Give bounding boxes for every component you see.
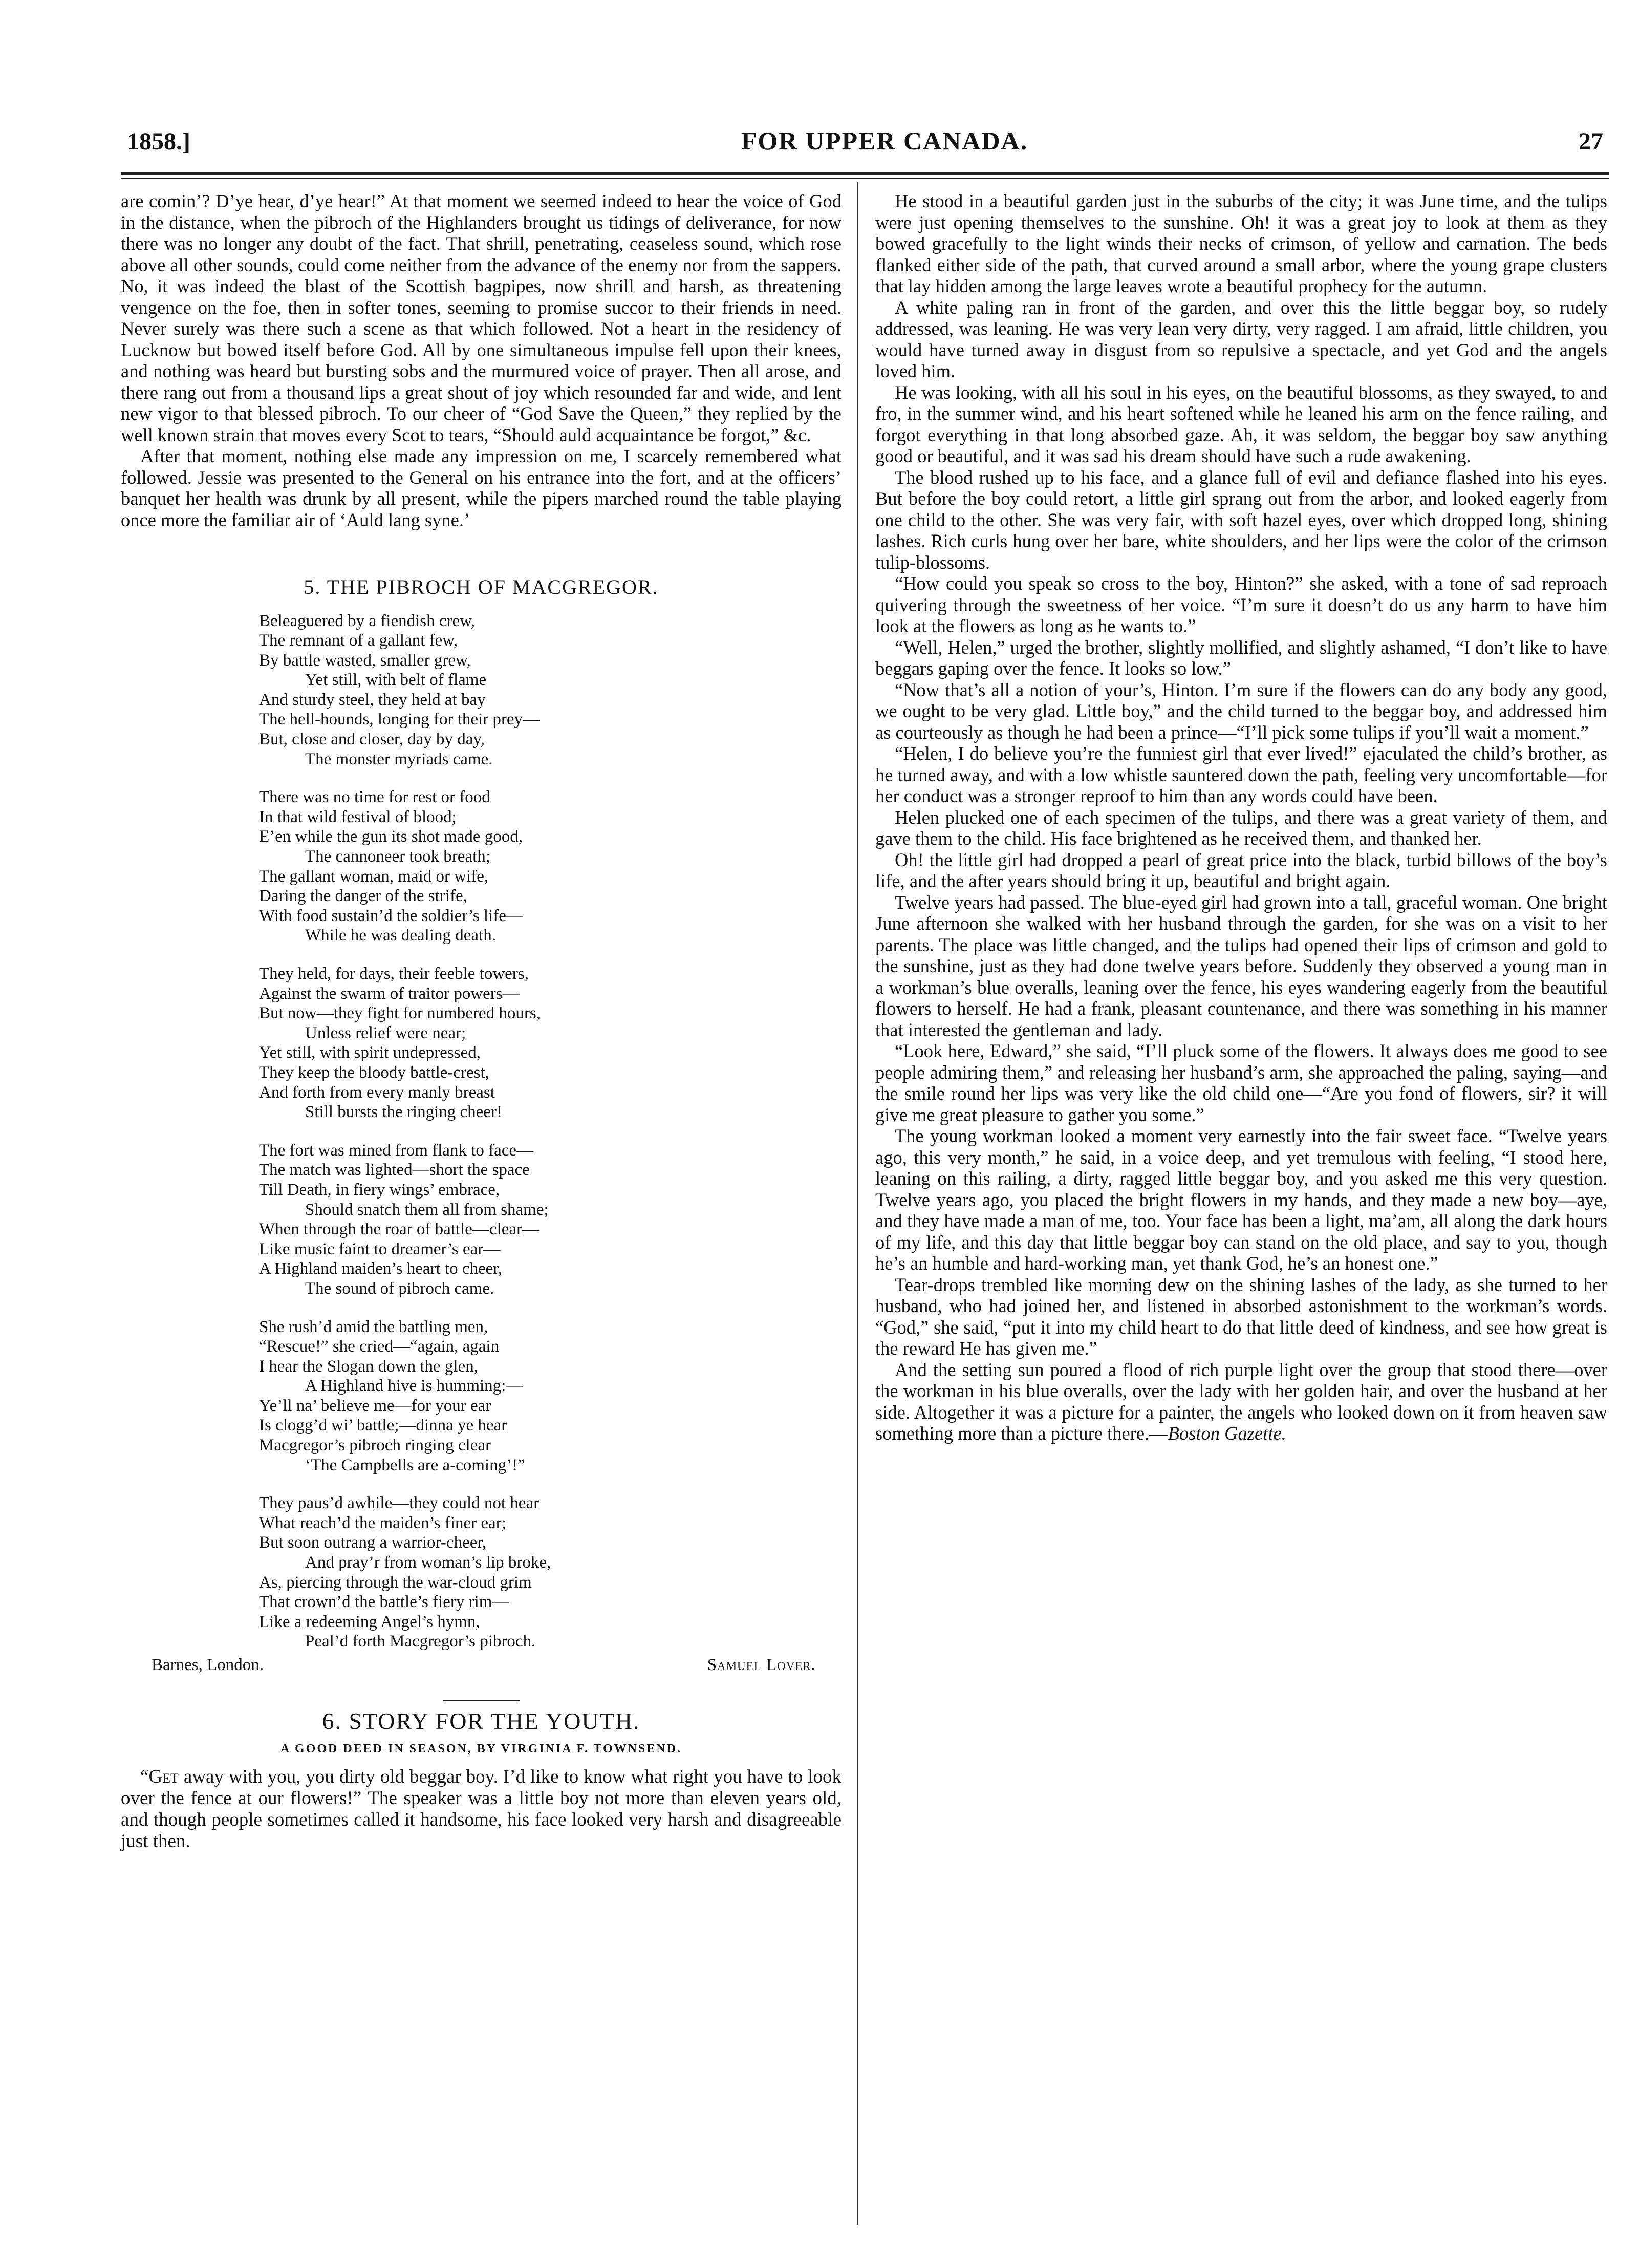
poem-line: They paus’d awhile—they could not hear xyxy=(259,1494,540,1513)
poem-line: Like music faint to dreamer’s ear— xyxy=(259,1239,501,1258)
closing-source: Boston Gazette. xyxy=(1168,1423,1286,1444)
paragraph: A white paling ran in front of the garden, and over this the little beggar boy, so rudely addressed, was leaning. He was very lean very dirty, very ragged. I am afraid, little children, you would have turned away in disgust from so repulsive a spectacle, and yet God and the angels loved him. xyxy=(875,296,1607,381)
column-divider xyxy=(857,182,858,2225)
poem-stanza xyxy=(259,964,841,1122)
poem xyxy=(259,611,841,1652)
poem-line: But now—they fight for numbered hours, xyxy=(259,1004,541,1023)
poem-stanza xyxy=(259,787,841,946)
paragraph: “How could you speak so cross to the boy, Hinton?” she asked, with a tone of sad reproach quivering through the sweetness of her voice. “I’m sure it doesn’t do us any harm to have him look at the flowers as long as he wants to.” xyxy=(875,573,1607,636)
poem-line: ‘The Campbells are a-coming’!” xyxy=(305,1456,525,1474)
poem-author: Samuel Lover. xyxy=(707,1656,816,1674)
poem-line: They keep the bloody battle-crest, xyxy=(259,1063,489,1082)
poem-line: That crown’d the battle’s fiery rim— xyxy=(259,1593,509,1612)
poem-line: But soon outrang a warrior-cheer, xyxy=(259,1533,487,1552)
header-rule xyxy=(121,172,1609,175)
poem-line: E’en while the gun its shot made good, xyxy=(259,827,523,846)
poem-line: A Highland hive is humming:— xyxy=(305,1377,523,1396)
poem-line: There was no time for rest or food xyxy=(259,788,490,807)
poem-line: “Rescue!” she cried—“again, again xyxy=(259,1337,500,1356)
header-title: FOR UPPER CANADA. xyxy=(741,126,1028,155)
paragraph: “Helen, I do believe you’re the funniest girl that ever lived!” ejaculated the child’s brother, as he turned away, and with a low whistle sauntered down the path, feeling very uncomfortable—for her conduct was a stronger reproof to him than any words could have been. xyxy=(875,743,1607,806)
paragraph: The young workman looked a moment very earnestly into the fair sweet face. “Twelve years ago, this very month,” he said, in a voice deep, and yet tremulous with feeling, “I stood here, leaning on this railing, a dirty, ragged little beggar boy, and you asked me this very question. Twelve years ago, you placed the bright flowers in my hands, and they made a new boy—aye, and they have made a man of me, too. Your face has been a light, ma’am, all along the dark hours of my life, and this day that little beggar boy can stand on the old place, and say to you, though he’s an humble and hard-working man, yet thank God, he’s an honest one.” xyxy=(875,1125,1607,1274)
right-column xyxy=(875,190,1607,1444)
poem-line: The sound of pibroch came. xyxy=(305,1279,494,1298)
paragraph: Twelve years had passed. The blue-eyed girl had grown into a tall, graceful woman. One bright June afternoon she walked with her husband through the garden, for she was on a visit to her parents. The place was little changed, and the tulips had opened their lips of crimson and gold to the sunshine, just as they had done twelve years before. Suddenly they observed a young man in a workman’s blue overalls, leaning over the fence, his eyes wandering eagerly from the beautiful flowers to herself. He had a frank, pleasant countenance, and there was something in his manner that interested the gentleman and lady. xyxy=(875,891,1607,1040)
story-opening-lead: Get xyxy=(148,1766,179,1787)
story-opening xyxy=(121,1766,841,1852)
poem-line: While he was dealing death. xyxy=(305,926,496,945)
paragraph: Oh! the little girl had dropped a pearl of great price into the black, turbid billows of the boy’s life, and the after years should bring it up, beautiful and bright again. xyxy=(875,849,1607,891)
story-heading: 6. STORY FOR THE YOUTH. xyxy=(322,1707,640,1734)
poem-line: Still bursts the ringing cheer! xyxy=(305,1103,502,1122)
poem-line: And pray’r from woman’s lip broke, xyxy=(305,1553,551,1572)
poem-line: A Highland maiden’s heart to cheer, xyxy=(259,1259,503,1278)
poem-line: By battle wasted, smaller grew, xyxy=(259,651,471,670)
poem-line: What reach’d the maiden’s finer ear; xyxy=(259,1513,506,1532)
poem-line: Beleaguered by a fiendish crew, xyxy=(259,611,476,630)
running-head xyxy=(127,126,1603,163)
poem-line: Against the swarm of traitor powers— xyxy=(259,984,520,1003)
poem-line: The gallant woman, maid or wife, xyxy=(259,867,489,886)
closing-paragraph xyxy=(875,1359,1607,1444)
poem-line: They held, for days, their feeble towers, xyxy=(259,965,529,983)
poem-line: Like a redeeming Angel’s hymn, xyxy=(259,1612,480,1631)
poem-line: But, close and closer, day by day, xyxy=(259,730,485,749)
poem-line: Daring the danger of the strife, xyxy=(259,887,467,906)
poem-line: Macgregor’s pibroch ringing clear xyxy=(259,1436,491,1455)
header-rule-thin xyxy=(121,178,1609,179)
poem-line: Ye’ll na’ believe me—for your ear xyxy=(259,1396,491,1415)
paragraph: Helen plucked one of each specimen of the tulips, and there was a great variety of them, and gave them to the child. His face brightened as he received them, and thanked her. xyxy=(875,806,1607,849)
poem-line: With food sustain’d the soldier’s life— xyxy=(259,906,523,925)
poem-line: When through the roar of battle—clear— xyxy=(259,1220,540,1239)
story-continuation xyxy=(875,190,1607,1359)
paragraph: “Well, Helen,” urged the brother, slightly mollified, and slightly ashamed, “I don’t like to have beggars gaping over the fence. It looks so low.” xyxy=(875,636,1607,679)
left-column xyxy=(121,190,841,1852)
poem-line: The match was lighted—short the space xyxy=(259,1161,530,1180)
header-page-number: 27 xyxy=(1578,128,1603,155)
poem-line: Is clogg’d wi’ battle;—dinna ye hear xyxy=(259,1416,507,1435)
poem-line: Yet still, with spirit undepressed, xyxy=(259,1043,481,1062)
poem-line: The cannoneer took breath; xyxy=(305,847,490,866)
story-subheading: A GOOD DEED IN SEASON, BY VIRGINIA F. TOWNSEND. xyxy=(280,1742,682,1756)
poem-line: And sturdy steel, they held at bay xyxy=(259,690,486,709)
paragraph: “Get away with you, you dirty old beggar boy. I’d like to know what right you have to look over the fence at our flowers!” The speaker was a little boy not more than eleven years old, and though people sometimes called it handsome, his face looked very harsh and disagreeable just then. xyxy=(121,1766,841,1852)
poem-heading: 5. THE PIBROCH OF MACGREGOR. xyxy=(304,575,659,598)
poem-line: And forth from every manly breast xyxy=(259,1083,495,1102)
poem-line: Unless relief were near; xyxy=(305,1023,466,1042)
poem-line: Peal’d forth Macgregor’s pibroch. xyxy=(305,1632,536,1651)
section-divider xyxy=(443,1700,520,1701)
poem-line: The hell-hounds, longing for their prey— xyxy=(259,710,540,729)
story-opening-rest: away with you, you dirty old beggar boy. I’d like to know what right you have to look over the fence at our flowers!” The speaker was a little boy not more than eleven years old, and though people sometimes called it handsome, his face looked very harsh and disagreeable just then. xyxy=(121,1766,841,1852)
paragraph: “Now that’s all a notion of your’s, Hinton. I’m sure if the flowers can do any body any good, we ought to be very glad. Little boy,” and the child turned to the beggar boy, and addressed him as courteously as though he had been a prince—“I’ll pick some tulips if you’ll wait a moment.” xyxy=(875,679,1607,743)
paragraph: The blood rushed up to his face, and a glance full of evil and defiance flashed into his eyes. But before the boy could retort, a little girl sprang out from the arbor, and looked eagerly from one child to the other. She was very fair, with soft hazel eyes, over which dropped long, shining lashes. Rich curls hung over her bare, white shoulders, and her lips were the color of the crimson tulip-blossoms. xyxy=(875,466,1607,573)
poem-line: The monster myriads came. xyxy=(305,750,493,768)
poem-line: I hear the Slogan down the glen, xyxy=(259,1357,478,1376)
poem-line: Till Death, in fiery wings’ embrace, xyxy=(259,1180,500,1199)
paragraph: Tear-drops trembled like morning dew on the shining lashes of the lady, as she turned to her husband, who had joined her, and listened in absorbed astonishment to the workman’s words. “God,” she said, “put it into my child heart to do that little deed of kindness, and see how great is the reward He has given me.” xyxy=(875,1274,1607,1359)
poem-line: The fort was mined from flank to face— xyxy=(259,1141,534,1160)
poem-line: Should snatch them all from shame; xyxy=(305,1200,549,1219)
closing-text: And the setting sun poured a flood of rich purple light over the group that stood there—over the workman in his blue overalls, over the lady with her golden hair, and over the husband at her side. Altogether it was a picture for a painter, the angels who looked down on it from heaven saw something more than a picture there.— xyxy=(875,1359,1607,1444)
poem-stanza xyxy=(259,611,841,769)
poem-stanza xyxy=(259,1317,841,1475)
poem-attribution xyxy=(152,1655,816,1676)
poem-line: In that wild festival of blood; xyxy=(259,807,457,826)
paragraph: He was looking, with all his soul in his eyes, on the beautiful blossoms, as they swayed, to and fro, in the summer wind, and his heart softened while he leaned his arm on the fence railing, and forgot everything in that long absorbed gaze. Ah, it was seldom, the beggar boy saw anything good or beautiful, and it was sad his dream should have such a rude awakening. xyxy=(875,381,1607,466)
poem-line: As, piercing through the war-cloud grim xyxy=(259,1573,532,1592)
paragraph: are comin’? D’ye hear, d’ye hear!” At that moment we seemed indeed to hear the voice of God in the distance, when the pibroch of the Highlanders brought us tidings of deliverance, for now there was no longer any doubt of the fact. That shrill, penetrating, ceaseless sound, which rose above all other sounds, could come neither from the advance of the enemy nor from the sappers. No, it was indeed the blast of the Scottish bagpipes, now shrill and harsh, as threatening vengence on the foe, then in softer tones, seeming to promise succor to their friends in need. Never surely was there such a scene as that which followed. Not a heart in the residency of Lucknow but bowed itself before God. All by one simultaneous impulse fell upon their knees, and nothing was heard but bursting sobs and the murmured voice of prayer. Then all arose, and there rang out from a thousand lips a great shout of joy which resounded far and wide, and lent new vigor to that blessed pibroch. To our cheer of “God Save the Queen,” they replied by the well known strain that moves every Scot to tears, “Should auld acquaintance be forgot,” &c. xyxy=(121,190,841,445)
header-year: 1858.] xyxy=(127,128,190,155)
poem-line: Yet still, with belt of flame xyxy=(305,671,487,690)
poem-line: She rush’d amid the battling men, xyxy=(259,1317,488,1336)
poem-place: Barnes, London. xyxy=(152,1656,264,1674)
paragraph: “Look here, Edward,” she said, “I’ll pluck some of the flowers. It always does me good to see people admiring them,” and releasing her husband’s arm, she approached the paling, saying—and the smile round her lips was very like the old child one—“Are you fond of flowers, sir? it will give me great pleasure to gather you some.” xyxy=(875,1040,1607,1125)
poem-stanza xyxy=(259,1493,841,1652)
paragraph: After that moment, nothing else made any impression on me, I scarcely remembered what followed. Jessie was presented to the General on his entrance into the fort, and at the officers’ banquet her health was drunk by all present, while the pipers marched round the table playing once more the familiar air of ‘Auld lang syne.’ xyxy=(121,445,841,530)
paragraph: He stood in a beautiful garden just in the suburbs of the city; it was June time, and the tulips were just opening themselves to the sunshine. Oh! it was a great joy to look at them as they bowed gracefully to the light winds their necks of crimson, of yellow and carnation. The beds flanked either side of the path, that curved around a small arbor, where the young grape clusters that lay hidden among the large leaves wrote a beautiful prophecy for the autumn. xyxy=(875,190,1607,296)
poem-line: The remnant of a gallant few, xyxy=(259,631,458,650)
poem-stanza xyxy=(259,1141,841,1299)
